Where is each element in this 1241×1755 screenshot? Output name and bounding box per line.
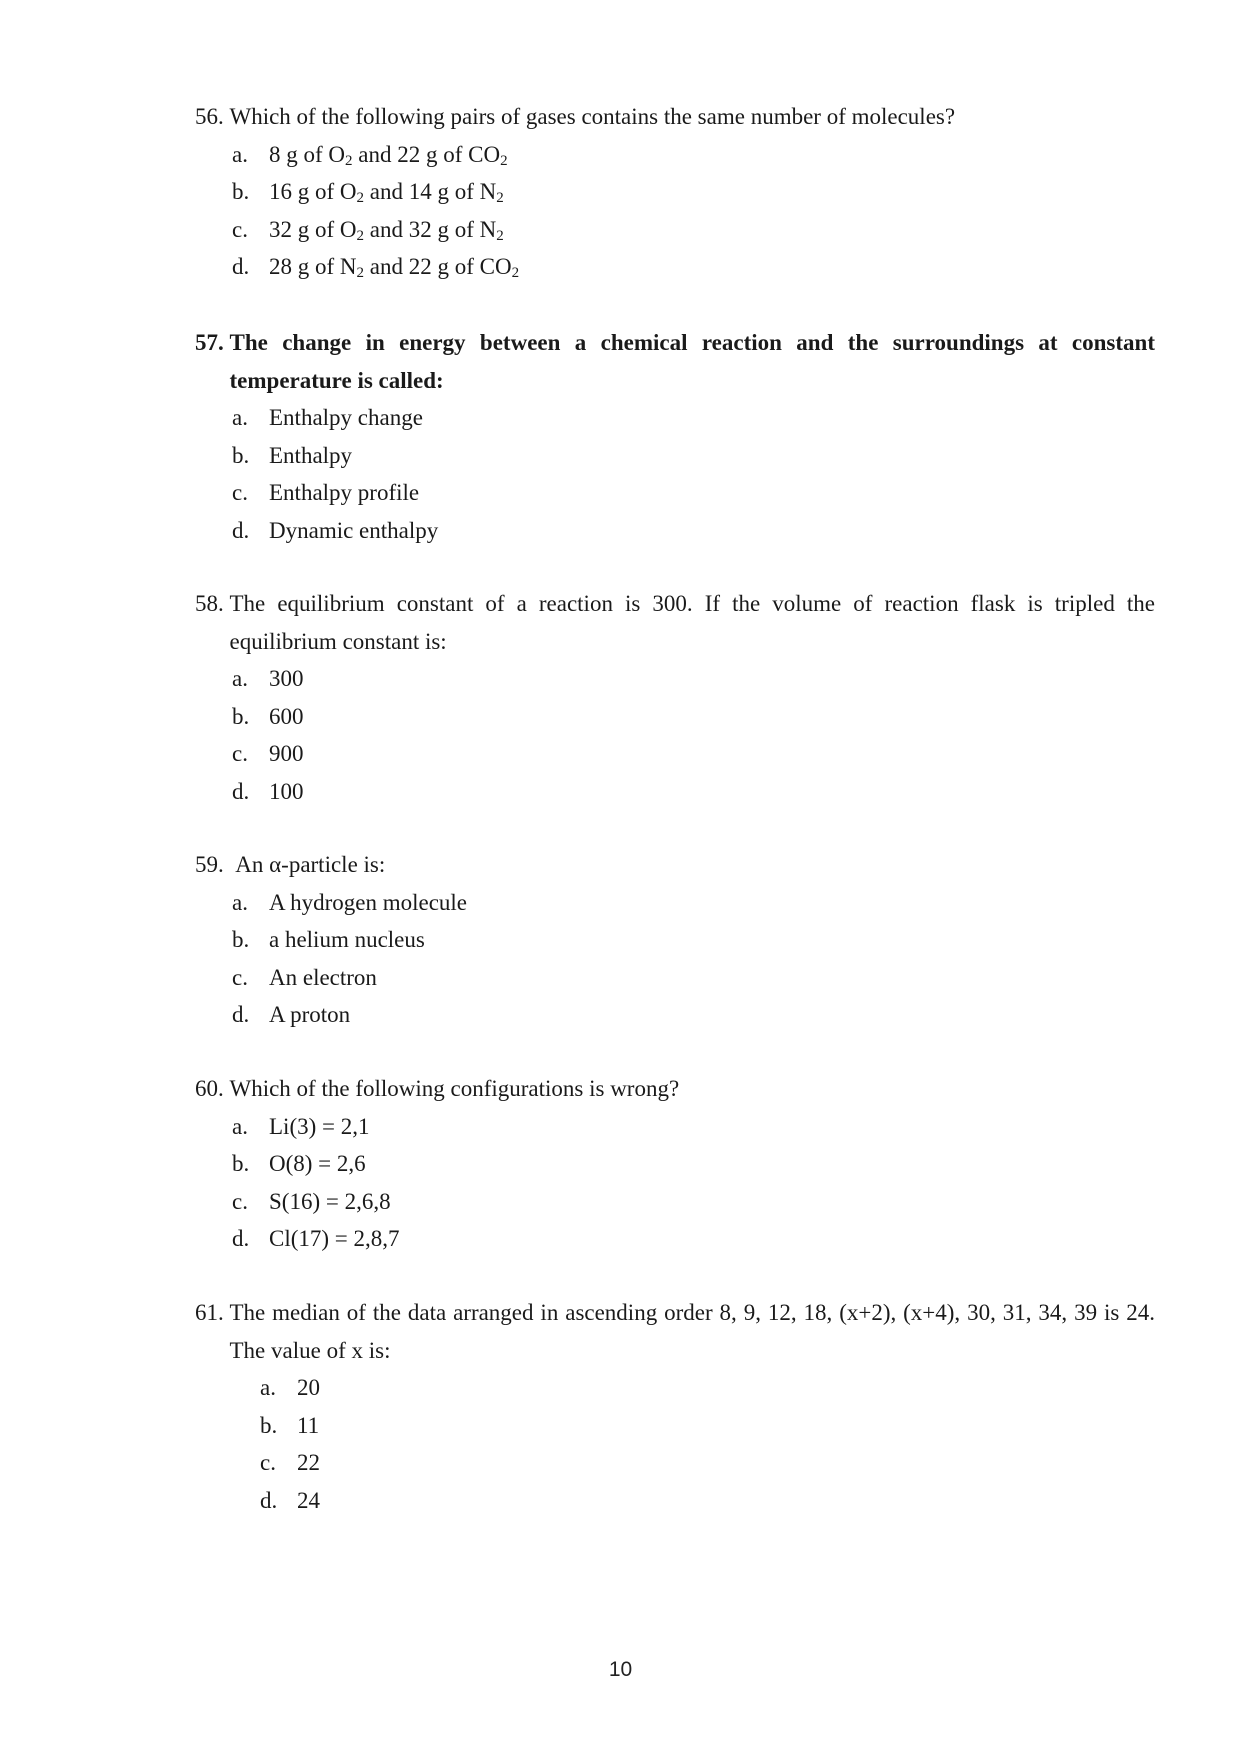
option-text: Enthalpy change — [269, 405, 423, 430]
option-c — [232, 211, 1155, 249]
option-a — [232, 399, 1155, 437]
question-58 — [195, 585, 1155, 810]
option-letter: d. — [232, 517, 250, 543]
option-text: Enthalpy — [269, 442, 353, 468]
question-stem — [195, 98, 1155, 136]
question-text: The equilibrium constant of a reaction is 300. If the volume of reaction flask is tripled the equilibrium constant is: — [229, 591, 1155, 654]
question-60 — [195, 1070, 1155, 1258]
options-list — [232, 660, 1155, 810]
option-b — [260, 1407, 1155, 1445]
option-letter: d. — [260, 1487, 278, 1513]
option-letter: c. — [232, 741, 248, 766]
option-a — [232, 660, 1155, 698]
question-text: The median of the data arranged in ascending order 8, 9, 12, 18, (x+2), (x+4), 30, 31, 34, 39 is 24. The value of x is: — [229, 1300, 1155, 1363]
option-letter: a. — [232, 141, 248, 167]
option-letter: b. — [232, 927, 250, 952]
options-list — [232, 136, 1155, 286]
option-letter: a. — [232, 1113, 248, 1139]
option-d — [232, 1220, 1155, 1258]
option-b — [232, 1145, 1155, 1183]
option-text: 8 g of $O_2$ and 22 g of $CO_2$ — [269, 141, 508, 169]
option-text: Dynamic enthalpy — [269, 517, 439, 543]
question-number: 61. — [195, 1300, 224, 1325]
question-57 — [195, 324, 1155, 549]
option-letter: a. — [232, 889, 248, 915]
option-letter: b. — [232, 1151, 250, 1176]
option-letter: b. — [232, 442, 250, 468]
option-a — [232, 1108, 1155, 1146]
option-d — [232, 512, 1155, 550]
options-list — [232, 1108, 1155, 1258]
question-number: 58. — [195, 591, 224, 616]
option-text: Cl(17) = 2,8,7 — [269, 1226, 400, 1251]
question-text: An α-particle is: — [235, 852, 386, 877]
option-text: 100 — [269, 778, 304, 804]
page-number: 10 — [608, 1658, 633, 1681]
question-number: 57. — [195, 330, 224, 355]
option-text: 32 g of $O_2$ and 32 g of $N_2$ — [269, 216, 504, 244]
option-letter: d. — [232, 778, 250, 804]
option-c — [232, 474, 1155, 512]
option-d — [232, 773, 1155, 811]
option-letter: a. — [260, 1375, 276, 1400]
option-letter: a. — [232, 405, 248, 430]
question-number: 56. — [195, 104, 224, 129]
options-list — [260, 1369, 1155, 1519]
option-text: 20 — [297, 1375, 320, 1400]
option-a — [260, 1369, 1155, 1407]
option-text: Li(3) = 2,1 — [269, 1113, 370, 1139]
question-stem — [195, 324, 1155, 399]
option-text: 11 — [297, 1412, 320, 1438]
option-text: 24 — [297, 1487, 320, 1513]
option-letter: d. — [232, 254, 250, 279]
option-text: 300 — [269, 666, 304, 691]
option-text: 600 — [269, 703, 304, 729]
options-list — [232, 884, 1155, 1034]
option-letter: a. — [232, 666, 248, 691]
option-d — [232, 248, 1155, 286]
option-text: An electron — [269, 964, 377, 990]
option-text: a helium nucleus — [269, 927, 425, 952]
question-56 — [195, 98, 1155, 286]
option-letter: d. — [232, 1226, 250, 1251]
option-letter: d. — [232, 1002, 250, 1027]
option-d — [260, 1482, 1155, 1520]
question-text: The change in energy between a chemical reaction and the surroundings at constant temperature is called: — [229, 330, 1155, 393]
option-d — [232, 996, 1155, 1034]
option-b — [232, 173, 1155, 211]
option-letter: b. — [260, 1412, 278, 1438]
question-text: Which of the following configurations is wrong? — [229, 1076, 680, 1101]
option-text: Enthalpy profile — [269, 480, 420, 505]
option-text: 28 g of $N_2$ and 22 g of $CO_2$ — [269, 254, 520, 281]
option-letter: c. — [260, 1450, 276, 1475]
option-b — [232, 921, 1155, 959]
question-61 — [195, 1294, 1155, 1519]
option-letter: b. — [232, 179, 250, 204]
options-list — [232, 399, 1155, 549]
option-letter: c. — [232, 216, 248, 242]
option-text: S(16) = 2,6,8 — [269, 1188, 391, 1214]
option-letter: c. — [232, 1188, 248, 1214]
option-text: 900 — [269, 741, 304, 766]
option-letter: c. — [232, 964, 248, 990]
question-stem — [195, 1294, 1155, 1369]
option-c — [232, 1183, 1155, 1221]
option-c — [232, 735, 1155, 773]
question-stem — [195, 846, 1155, 884]
question-stem — [195, 1070, 1155, 1108]
option-text: A proton — [269, 1002, 351, 1027]
question-number: 59. — [195, 852, 224, 877]
option-letter: c. — [232, 480, 248, 505]
option-text: A hydrogen molecule — [269, 889, 468, 915]
option-text: 16 g of $O_2$ and 14 g of $N_2$ — [269, 179, 504, 206]
question-stem — [195, 585, 1155, 660]
option-text: 22 — [297, 1450, 320, 1475]
option-c — [232, 959, 1155, 997]
option-a — [232, 136, 1155, 174]
option-b — [232, 437, 1155, 475]
option-c — [260, 1444, 1155, 1482]
question-59 — [195, 846, 1155, 1034]
question-text: Which of the following pairs of gases contains the same number of molecules? — [229, 104, 956, 129]
question-number: 60. — [195, 1076, 224, 1101]
option-b — [232, 698, 1155, 736]
option-text: O(8) = 2,6 — [269, 1151, 366, 1176]
option-letter: b. — [232, 703, 250, 729]
option-a — [232, 884, 1155, 922]
